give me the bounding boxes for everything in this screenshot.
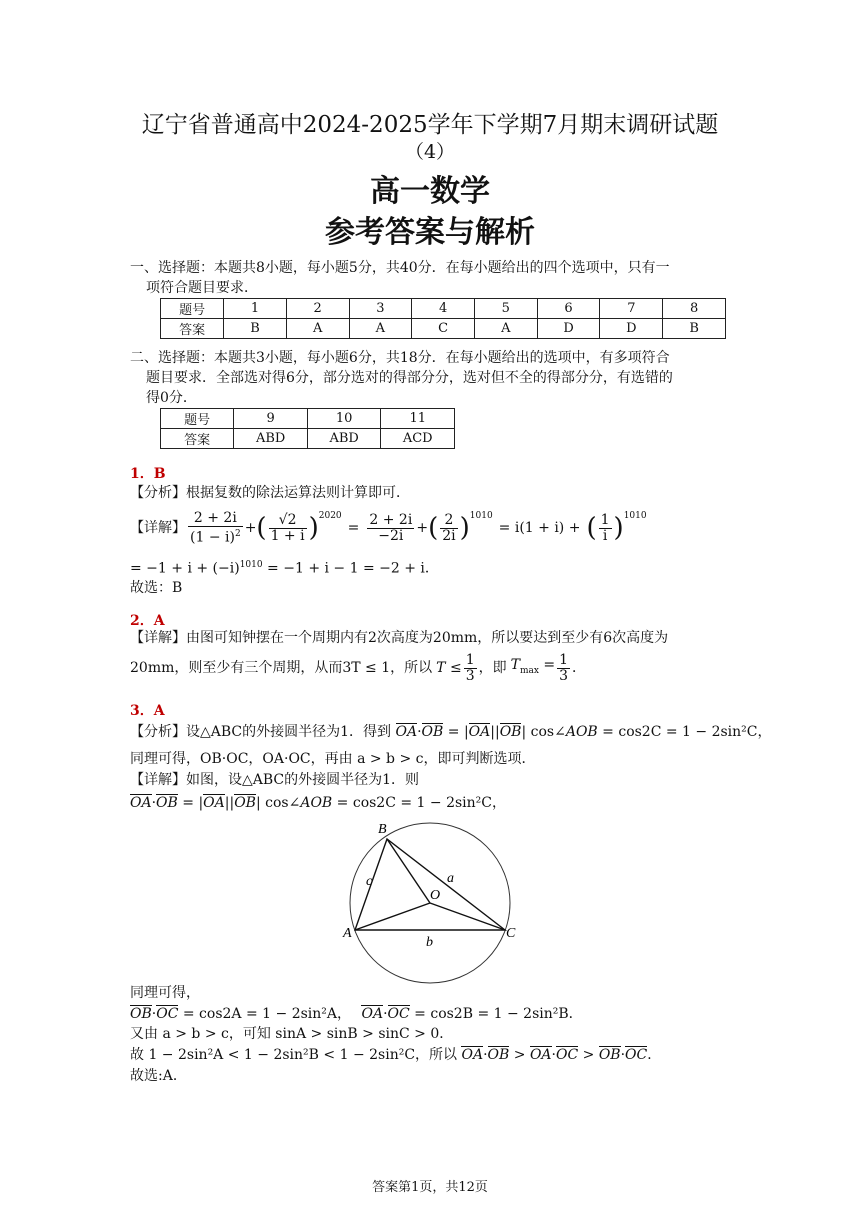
label-o-center: O	[430, 888, 441, 903]
table-cell: 1	[224, 299, 287, 319]
q2-label: 2．A	[130, 613, 165, 629]
q3-thus: 故 1 − 2sin²A < 1 − 2sin²B < 1 − 2sin²C，所以 OA·OB > OA·OC > OB·OC．	[130, 1047, 662, 1063]
table-cell: 6	[537, 299, 600, 319]
page-footer: 答案第1页，共12页	[372, 1180, 488, 1195]
table-cell: 11	[381, 409, 455, 429]
table-cell: 题号	[161, 409, 234, 429]
table-cell: 3	[349, 299, 412, 319]
q3-eq1: OA·OB = |OA||OB| cos∠AOB = cos2C = 1 − 2sin²C，	[130, 795, 507, 811]
table-row-numbers	[161, 409, 455, 429]
label-b-vertex: B	[378, 822, 387, 837]
section2-heading-line3: 得0分．	[146, 390, 197, 406]
table-cell: 9	[234, 409, 308, 429]
q3-analysis-b: = cos2C = 1 − 2sin²C，	[602, 724, 772, 740]
q3-similar: 同理可得，	[130, 985, 200, 1001]
table-cell: 8	[663, 299, 726, 319]
q1-label: 1．B	[130, 466, 166, 482]
label-a-side: a	[447, 871, 454, 886]
section1-heading-line1: 一、选择题：本题共8小题，每小题5分，共40分．在每小题给出的四个选项中，只有一	[130, 260, 670, 276]
segment-ob	[387, 839, 430, 903]
section2-heading-line2: 题目要求．全部选对得6分，部分选对的得部分分，选对但不全的得部分分，有选错的	[146, 370, 673, 386]
circle-diagram	[330, 815, 530, 985]
q2-line1: 【详解】由图可知钟摆在一个周期内有2次高度为20mm，所以要达到至少有6次高度为	[130, 630, 669, 646]
table-cell: ABD	[307, 429, 381, 449]
q1-analysis: 【分析】根据复数的除法运算法则计算即可．	[130, 485, 410, 501]
q3-analysis-a: 【分析】设△ABC的外接圆半径为1．得到	[130, 724, 392, 740]
q3-also: 又由 a > b > c，可知 sinA > sinB > sinC > 0．	[130, 1026, 454, 1042]
section2-heading	[130, 348, 730, 408]
table-row-answers	[161, 319, 726, 339]
table-cell: A	[349, 319, 412, 339]
table-row-answers	[161, 429, 455, 449]
label-c-vertex: C	[506, 926, 516, 941]
table-cell: 4	[412, 299, 475, 319]
table-cell: A	[474, 319, 537, 339]
q3-eq2: = cos2A = 1 − 2sin²A，	[182, 1006, 352, 1022]
q2-line2c: ．	[572, 660, 587, 676]
q3-choose: 故选:A．	[130, 1068, 187, 1084]
segment-oc	[430, 903, 505, 930]
q3-label: 3．A	[130, 703, 165, 719]
q2-line2a: 20mm，则至少有三个周期，从而3T ≤ 1，所以	[130, 660, 433, 676]
table-cell: 7	[600, 299, 663, 319]
q2-line2: 20mm，则至少有三个周期，从而3T ≤ 1，所以 T ≤ $\frac{1}{3}$ ，即 $T_{max}$ = $\frac{1}{3}$ ．	[130, 651, 587, 684]
section2-heading-line1: 二、选择题：本题共3小题，每小题6分，共18分．在每小题给出的选项中，有多项符合	[130, 350, 670, 366]
table-row-numbers	[161, 299, 726, 319]
q1-detail-formula: 【详解】 $\frac{2 + 2i}{(1 - i)^2}$ + ( $\frac{√2}{1 + i}$ ) $^{2020}$ = $\frac{2 + 2i}{-2i}$ + ( $\frac{2}{2i}$ ) $^{1010}$ = i(1 + i) + ( $\frac{1}{i}$ ) $^{1010}$	[130, 509, 647, 546]
q3-thus-text: 故 1 − 2sin²A < 1 − 2sin²B < 1 − 2sin²C，所以	[130, 1047, 458, 1063]
table-cell: B	[224, 319, 287, 339]
q1-line2-b: = −1 + i − 1 = −2 + i．	[262, 560, 439, 577]
q3-analysis: 【分析】设△ABC的外接圆半径为1．得到 OA·OB = |OA||OB| cos∠AOB = cos2C = 1 − 2sin²C，	[130, 724, 772, 740]
doc-type-title: 参考答案与解析	[325, 215, 535, 250]
table-cell: 题号	[161, 299, 224, 319]
q1-detail-tag: 【详解】	[130, 520, 186, 536]
triangle-abc	[355, 839, 505, 930]
table-cell: 答案	[161, 319, 224, 339]
subject-title: 高一数学	[370, 174, 490, 209]
section1-heading	[130, 258, 730, 298]
answer-table-1	[160, 298, 726, 339]
table-cell: 2	[286, 299, 349, 319]
label-a-vertex: A	[343, 926, 352, 941]
q2-line2b: ，即	[478, 660, 507, 676]
doc-subtitle: （4）	[404, 141, 456, 163]
table-cell: B	[663, 319, 726, 339]
table-cell: C	[412, 319, 475, 339]
q3-eq3: = cos2B = 1 − 2sin²B．	[414, 1006, 583, 1022]
table-cell: A	[286, 319, 349, 339]
q1-line2	[130, 555, 439, 579]
q1-line2-a: = −1 + i + (−i)	[130, 560, 240, 577]
q3-eq2-eq3: OB·OC = cos2A = 1 − 2sin²A， OA·OC = cos2B = 1 − 2sin²B．	[130, 1006, 583, 1022]
table-cell: 答案	[161, 429, 234, 449]
section1-heading-line2: 项符合题目要求．	[146, 280, 258, 296]
q1-choose: 故选：B	[130, 580, 183, 596]
table-cell: ABD	[234, 429, 308, 449]
doc-title: 辽宁省普通高中2024-2025学年下学期7月期末调研试题	[141, 112, 719, 138]
table-cell: D	[537, 319, 600, 339]
answer-table-2	[160, 408, 455, 449]
q1-line2-exp: 1010	[239, 560, 263, 570]
segment-oa	[355, 903, 430, 930]
table-cell: D	[600, 319, 663, 339]
table-cell: 5	[474, 299, 537, 319]
table-cell: 10	[307, 409, 381, 429]
q3-analysis2: 同理可得，OB·OC，OA·OC，再由 a > b > c，即可判断选项．	[130, 751, 536, 767]
label-c-side: c	[366, 874, 373, 889]
q3-eq1-rest: = cos2C = 1 − 2sin²C，	[336, 795, 507, 811]
q3-detail: 【详解】如图，设△ABC的外接圆半径为1．则	[130, 772, 420, 788]
label-b-side: b	[426, 935, 433, 950]
table-cell: ACD	[381, 429, 455, 449]
